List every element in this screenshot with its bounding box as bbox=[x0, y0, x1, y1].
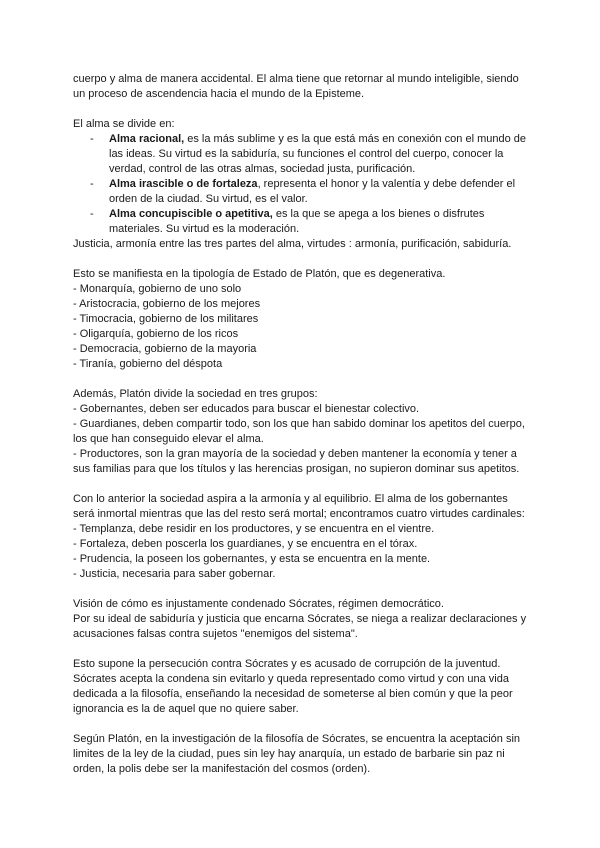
socrates-paragraph-2: Por su ideal de sabiduría y justicia que encarna Sócrates, se niega a realizar declaraciones y acusaciones falsas contra sujetos "enemigos del sistema". bbox=[73, 613, 527, 640]
alma-term: Alma irascible o de fortaleza bbox=[109, 178, 258, 190]
estado-item: - Aristocracia, gobierno de los mejores bbox=[73, 298, 261, 310]
alma-list bbox=[73, 132, 529, 237]
alma-heading: El alma se divide en: bbox=[73, 118, 175, 130]
alma-text: es la que se apega a los bienes o disfrutes materiales. Su virtud es la moderación. bbox=[109, 208, 485, 235]
sociedad-item: - Gobernantes, deben ser educados para buscar el bienestar colectivo. bbox=[73, 403, 420, 415]
socrates-paragraph-3: Esto supone la persecución contra Sócrates y es acusado de corrupción de la juventud. Sócrates acepta la condena sin evitarlo y queda representado como virtud y con una vida dedicada a la filosofía, enseñando la necesidad de someterse al bien común y que la peor ignorancia es la de aquel que no quiere saber. bbox=[73, 658, 513, 715]
socrates-paragraph-4: Según Platón, en la investigación de la filosofía de Sócrates, se encuentra la aceptación sin limites de la ley de la ciudad, pues sin ley hay anarquía, un estado de barbarie sin paz ni orden, la polis debe ser la manifestación del cosmos (orden). bbox=[73, 733, 521, 775]
alma-term: Alma racional, bbox=[109, 133, 185, 145]
spacer bbox=[73, 102, 529, 117]
estado-item: - Oligarquía, gobierno de los ricos bbox=[73, 328, 239, 340]
estado-intro: Esto se manifiesta en la tipología de Estado de Platón, que es degenerativa. bbox=[73, 268, 446, 280]
spacer bbox=[73, 372, 529, 387]
socrates-paragraph-1: Visión de cómo es injustamente condenado Sócrates, régimen democrático. bbox=[73, 598, 444, 610]
alma-text: es la más sublime y es la que está más en conexión con el mundo de las ideas. Su virtud es la sabiduría, su funciones el control del cuerpo, conocer la verdad, control de las otras almas, sociedad justa, purificación. bbox=[109, 133, 527, 175]
alma-item-racional bbox=[73, 132, 529, 177]
alma-item-concupiscible bbox=[73, 207, 529, 237]
alma-term: Alma concupiscible o apetitiva, bbox=[109, 208, 273, 220]
sociedad-item: - Productores, son la gran mayoría de la sociedad y deben mantener la economía y tener a sus familias para que los títulos y las herencias prosigan, no supieron dominar sus apetitos. bbox=[73, 448, 520, 475]
intro-paragraph: cuerpo y alma de manera accidental. El alma tiene que retornar al mundo inteligible, siendo un proceso de ascendencia hacia el mundo de la Episteme. bbox=[73, 73, 519, 100]
virtud-item: - Justicia, necesaria para saber gobernar. bbox=[73, 568, 276, 580]
sociedad-item: - Guardianes, deben compartir todo, son los que han sabido dominar los apetitos del cuerpo, los que han conseguido elevar el alma. bbox=[73, 418, 525, 445]
alma-summary: Justicia, armonía entre las tres partes del alma, virtudes : armonía, purificación, sabiduría. bbox=[73, 238, 512, 250]
spacer bbox=[73, 252, 529, 267]
spacer bbox=[73, 477, 529, 492]
list-bullet: - bbox=[90, 208, 94, 220]
spacer bbox=[73, 642, 529, 657]
document-body bbox=[73, 72, 529, 777]
alma-item-irascible bbox=[73, 177, 529, 207]
estado-item: - Democracia, gobierno de la mayoria bbox=[73, 343, 257, 355]
virtud-item: - Templanza, debe residir en los productores, y se encuentra en el vientre. bbox=[73, 523, 435, 535]
virtud-item: - Fortaleza, deben poscerla los guardianes, y se encuentra en el tórax. bbox=[73, 538, 418, 550]
estado-item: - Timocracia, gobierno de los militares bbox=[73, 313, 259, 325]
estado-item: - Tiranía, gobierno del déspota bbox=[73, 358, 223, 370]
spacer bbox=[73, 582, 529, 597]
virtud-item: - Prudencia, la poseen los gobernantes, y esta se encuentra en la mente. bbox=[73, 553, 431, 565]
list-bullet: - bbox=[90, 133, 94, 145]
virtudes-intro: Con lo anterior la sociedad aspira a la armonía y al equilibrio. El alma de los gobernantes será inmortal mientras que las del resto será mortal; encontramos cuatro virtudes cardinales: bbox=[73, 493, 525, 520]
spacer bbox=[73, 717, 529, 732]
list-bullet: - bbox=[90, 178, 94, 190]
estado-item: - Monarquía, gobierno de uno solo bbox=[73, 283, 242, 295]
alma-text: , representa el honor y la valentía y debe defender el orden de la ciudad. Su virtud, es el valor. bbox=[109, 178, 516, 205]
sociedad-intro: Además, Platón divide la sociedad en tres grupos: bbox=[73, 388, 318, 400]
